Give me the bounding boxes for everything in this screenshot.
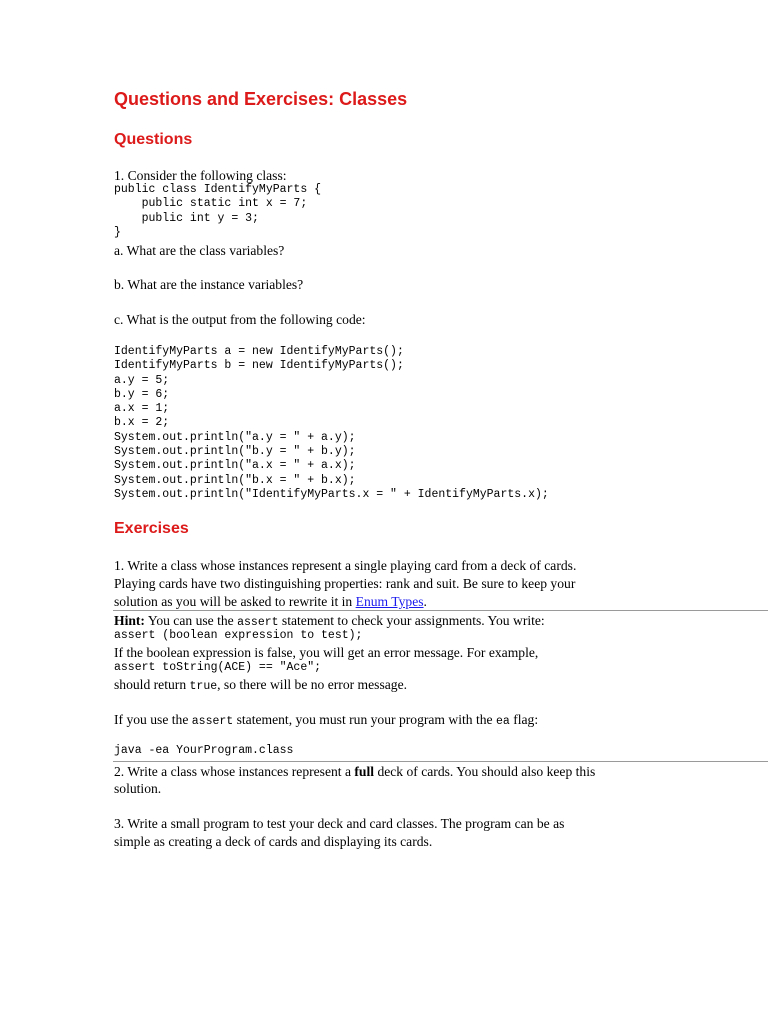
exercise-2-line-2: solution.	[114, 781, 162, 796]
questions-heading: Questions	[114, 131, 193, 148]
return-text-pre: should return	[114, 677, 190, 692]
ea-text-post: flag:	[509, 712, 539, 727]
false-expression-text: If the boolean expression is false, you will get an error message. For example,	[114, 645, 539, 660]
hint-label: Hint:	[114, 613, 145, 628]
exercise-1-line-2: Playing cards have two distinguishing properties: rank and suit. Be sure to keep your	[114, 576, 576, 591]
assert-syntax-code: assert (boolean expression to test);	[114, 629, 363, 642]
class-code-block: public class IdentifyMyParts { public static int x = 7; public int y = 3; }	[114, 183, 322, 239]
question-1-intro: 1. Consider the following class:	[114, 168, 287, 183]
ea-code-flag: ea	[495, 715, 510, 728]
question-b: b. What are the instance variables?	[114, 277, 304, 292]
ea-text-mid: statement, you must run your program with the	[233, 712, 496, 727]
exercise-3-line-1: 3. Write a small program to test your deck and card classes. The program can be as	[114, 816, 565, 831]
question-a: a. What are the class variables?	[114, 243, 285, 258]
assert-example-code: assert toString(ACE) == "Ace";	[114, 661, 322, 674]
exercise-2-line-1	[114, 763, 595, 780]
exercise-2-text-pre: 2. Write a class whose instances represent a	[114, 764, 355, 779]
page-title: Questions and Exercises: Classes	[114, 89, 408, 109]
java-command-code: java -ea YourProgram.class	[114, 744, 294, 757]
question-c: c. What is the output from the following code:	[114, 312, 366, 327]
hint-text-post: statement to check your assignments. You write:	[278, 613, 545, 628]
ea-flag-line	[114, 711, 538, 730]
exercise-2-bold-full: full	[354, 764, 375, 779]
exercise-3-line-2: simple as creating a deck of cards and displaying its cards.	[114, 834, 433, 849]
divider-top	[113, 610, 768, 611]
exercise-1-line-3	[114, 593, 427, 610]
exercise-1-period: .	[423, 594, 427, 609]
ea-code-assert: assert	[191, 715, 234, 728]
enum-types-link[interactable]: Enum Types	[355, 594, 424, 609]
exercise-1-text: solution as you will be asked to rewrite it in	[114, 594, 356, 609]
output-code-block: IdentifyMyParts a = new IdentifyMyParts(); IdentifyMyParts b = new IdentifyMyParts(); a.y = 5; b.y = 6; a.x = 1; b.x = 2; System.out.println("a.y = " + a.y); System.out.println("b.y = " + b.y); System.out.println("a.x = " + a.x); System.out.println("b.x = " + b.x); System.out.println("IdentifyMyParts.x = " + IdentifyMyParts.x);	[114, 345, 549, 501]
hint-code-assert: assert	[237, 616, 279, 629]
hint-text-pre: You can use the	[144, 613, 238, 628]
exercise-2-text-post: deck of cards. You should also keep this	[374, 764, 596, 779]
return-text-post: , so there will be no error message.	[217, 677, 407, 692]
return-code-true: true	[189, 680, 218, 693]
exercise-1-line-1: 1. Write a class whose instances represent a single playing card from a deck of cards.	[114, 558, 577, 573]
ea-text-pre: If you use the	[114, 712, 192, 727]
exercises-heading: Exercises	[114, 520, 189, 537]
should-return-line	[114, 676, 407, 695]
divider-bottom	[113, 761, 768, 762]
